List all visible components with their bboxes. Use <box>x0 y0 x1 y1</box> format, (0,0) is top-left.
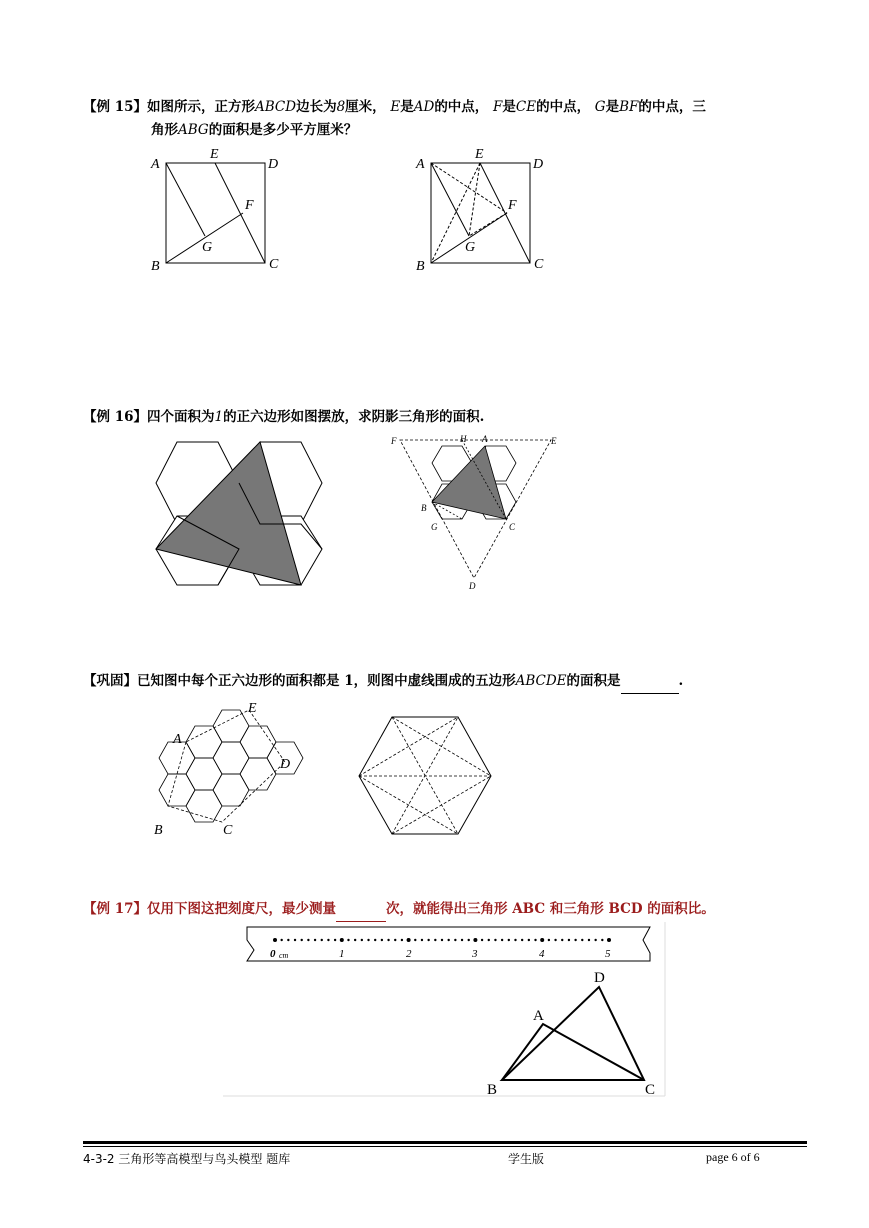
svg-text:0: 0 <box>270 948 276 960</box>
example-15-question: 【例 15】如图所示，正方形ABCD边长为8厘米， E是AD的中点， F是CE的中点， G是BF的中点，三 角形ABG的面积是多少平方厘米？ <box>83 99 706 138</box>
answer-blank[interactable] <box>621 670 679 694</box>
svg-text:H: H <box>460 434 467 444</box>
ruler-tick <box>461 939 463 941</box>
ruler-tick <box>481 939 483 941</box>
footer-page-number: page 6 of 6 <box>706 1150 760 1164</box>
ruler-tick <box>314 939 316 941</box>
ruler-tick <box>574 939 576 941</box>
ruler-tick <box>354 939 356 941</box>
ruler-tick <box>321 939 323 941</box>
ruler-tick <box>387 939 389 941</box>
hexagon-figure-16-left <box>156 442 322 597</box>
square-right-labels <box>415 147 544 274</box>
ruler-tick <box>488 939 490 941</box>
example-tag: 【例 15】 <box>83 99 147 115</box>
svg-text:D: D <box>469 581 476 591</box>
svg-text:2: 2 <box>406 948 412 960</box>
square-left-labels <box>150 147 279 274</box>
svg-text:F: F <box>391 436 397 446</box>
triangle-labels <box>487 970 655 1098</box>
ruler-tick <box>334 939 336 941</box>
tiling-labels <box>154 701 290 838</box>
consolidate-question: 【巩固】已知图中每个正六边形的面积都是 1，则图中虚线围成的五边形ABCDE的面积是 . <box>83 670 813 694</box>
triangles-abc-bcd <box>502 987 644 1080</box>
ruler-tick <box>473 938 477 942</box>
ruler-tick <box>581 939 583 941</box>
ruler-tick <box>367 939 369 941</box>
ruler-tick <box>494 939 496 941</box>
ruler-tick <box>554 939 556 941</box>
svg-text:A: A <box>416 157 425 172</box>
svg-text:E: E <box>551 436 557 446</box>
footer-rule-thin <box>83 1146 807 1147</box>
svg-text:G: G <box>431 522 438 532</box>
svg-text:E: E <box>475 147 484 162</box>
svg-text:F: F <box>508 198 517 213</box>
svg-text:A: A <box>482 434 488 444</box>
ruler-body <box>247 927 650 961</box>
svg-text:C: C <box>509 522 516 532</box>
svg-text:D: D <box>533 157 544 172</box>
ruler-tick <box>454 939 456 941</box>
ruler-tick <box>534 939 536 941</box>
segment-ag <box>166 163 205 236</box>
ruler-tick <box>307 939 309 941</box>
ruler-tick <box>521 939 523 941</box>
answer-blank[interactable] <box>336 898 386 922</box>
ruler-tick <box>568 939 570 941</box>
example-16-question: 【例 16】四个面积为1的正六边形如图摆放，求阴影三角形的面积. <box>83 409 485 425</box>
ruler-tick <box>540 938 544 942</box>
segment-ec <box>215 163 265 263</box>
ruler-tick <box>447 939 449 941</box>
ruler-tick <box>548 939 550 941</box>
ruler-tick <box>273 938 277 942</box>
ruler-tick <box>421 939 423 941</box>
svg-text:B: B <box>487 1082 498 1098</box>
svg-text:3: 3 <box>472 948 478 960</box>
segment-bf <box>166 213 243 263</box>
ruler-tick <box>514 939 516 941</box>
svg-text:1: 1 <box>339 948 345 960</box>
svg-text:G: G <box>465 240 476 255</box>
ruler-tick <box>501 939 503 941</box>
ruler-tick <box>441 939 443 941</box>
ruler-tick <box>427 939 429 941</box>
footer-version: 学生版 <box>508 1152 545 1166</box>
svg-text:E: E <box>248 701 257 716</box>
footer-rule-thick <box>83 1141 807 1144</box>
svg-text:4: 4 <box>539 948 545 960</box>
ruler <box>247 927 650 961</box>
ruler-tick <box>601 939 603 941</box>
svg-text:C: C <box>223 823 233 838</box>
ruler-tick <box>280 939 282 941</box>
ruler-tick <box>294 939 296 941</box>
label-d: D <box>268 157 279 172</box>
svg-text:5: 5 <box>605 948 611 960</box>
svg-text:B: B <box>416 259 425 274</box>
ruler-tick <box>381 939 383 941</box>
footer-title: 4-3-2 三角形等高模型与鸟头模型 题库 <box>83 1152 291 1166</box>
square-figure-left <box>166 163 265 263</box>
ruler-tick <box>347 939 349 941</box>
ruler-tick <box>401 939 403 941</box>
label-c: C <box>269 257 279 272</box>
hex16-right-labels <box>390 434 557 591</box>
ruler-tick <box>561 939 563 941</box>
ruler-tick <box>340 938 344 942</box>
svg-text:D: D <box>280 757 291 772</box>
label-f: F <box>245 198 254 213</box>
label-a: A <box>151 157 160 172</box>
ruler-tick <box>414 939 416 941</box>
svg-text:C: C <box>534 257 544 272</box>
ruler-tick <box>588 939 590 941</box>
ruler-tick <box>508 939 510 941</box>
label-b: B <box>151 259 160 274</box>
ruler-tick <box>594 939 596 941</box>
ruler-tick <box>361 939 363 941</box>
ruler-tick <box>287 939 289 941</box>
ruler-tick <box>607 938 611 942</box>
label-g: G <box>202 240 213 255</box>
ruler-tick <box>528 939 530 941</box>
svg-text:B: B <box>421 503 427 513</box>
ruler-tick <box>327 939 329 941</box>
ruler-tick <box>301 939 303 941</box>
svg-text:B: B <box>154 823 163 838</box>
square-figure-right <box>431 163 530 263</box>
svg-text:C: C <box>645 1082 656 1098</box>
ruler-tick <box>407 938 411 942</box>
square-abcd <box>166 163 265 263</box>
svg-text:cm: cm <box>279 951 289 960</box>
svg-text:D: D <box>594 970 605 986</box>
big-hexagon-figure <box>359 717 491 834</box>
label-e: E <box>210 147 219 162</box>
ruler-tick <box>374 939 376 941</box>
square-abcd-right <box>431 163 530 263</box>
ruler-tick <box>394 939 396 941</box>
ruler-tick <box>468 939 470 941</box>
example-17-question: 【例 17】仅用下图这把刻度尺，最少测量 次，就能得出三角形 ABC 和三角形 BCD 的面积比。 <box>83 898 813 922</box>
svg-text:A: A <box>533 1008 544 1024</box>
ruler-tick <box>434 939 436 941</box>
svg-text:A: A <box>173 732 182 747</box>
